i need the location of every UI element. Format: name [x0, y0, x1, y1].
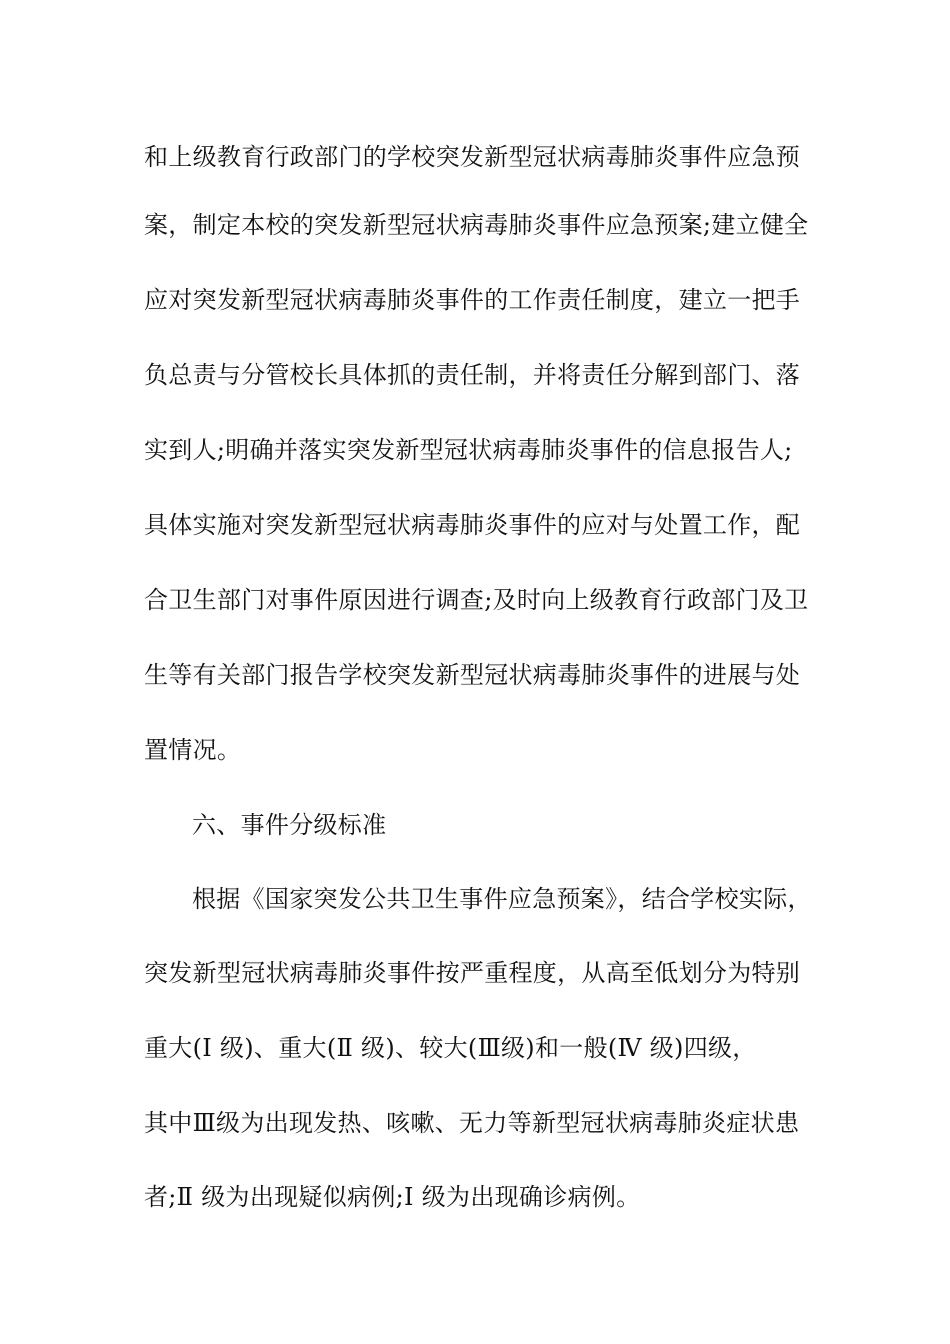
paragraph-line: 应对突发新型冠状病毒肺炎事件的工作责任制度，建立一把手	[144, 286, 801, 314]
paragraph-line: 其中Ⅲ级为出现发热、咳嗽、无力等新型冠状病毒肺炎症状患	[144, 1109, 800, 1137]
paragraph-line: 和上级教育行政部门的学校突发新型冠状病毒肺炎事件应急预	[144, 143, 801, 171]
paragraph-line: 者;Ⅱ 级为出现疑似病例;Ⅰ 级为出现确诊病例。	[144, 1183, 641, 1211]
paragraph-line: 实到人;明确并落实突发新型冠状病毒肺炎事件的信息报告人;	[144, 436, 793, 464]
paragraph-line: 案，制定本校的突发新型冠状病毒肺炎事件应急预案;建立健全	[144, 211, 809, 239]
paragraph-line: 负总责与分管校长具体抓的责任制，并将责任分解到部门、落	[144, 361, 801, 389]
paragraph-line: 根据《国家突发公共卫生事件应急预案》，结合学校实际，	[192, 885, 812, 913]
paragraph-line: 合卫生部门对事件原因进行调查;及时向上级教育行政部门及卫	[144, 586, 809, 614]
paragraph-line: 生等有关部门报告学校突发新型冠状病毒肺炎事件的进展与处	[144, 661, 801, 689]
paragraph-line: 置情况。	[144, 736, 242, 764]
paragraph-line: 重大(Ⅰ 级)、重大(Ⅱ 级)、较大(Ⅲ级)和一般(Ⅳ 级)四级，	[144, 1034, 757, 1062]
paragraph-line: 具体实施对突发新型冠状病毒肺炎事件的应对与处置工作，配	[144, 511, 801, 539]
section-heading: 六、事件分级标准	[192, 811, 387, 839]
paragraph-line: 突发新型冠状病毒肺炎事件按严重程度，从高至低划分为特别	[144, 959, 801, 987]
